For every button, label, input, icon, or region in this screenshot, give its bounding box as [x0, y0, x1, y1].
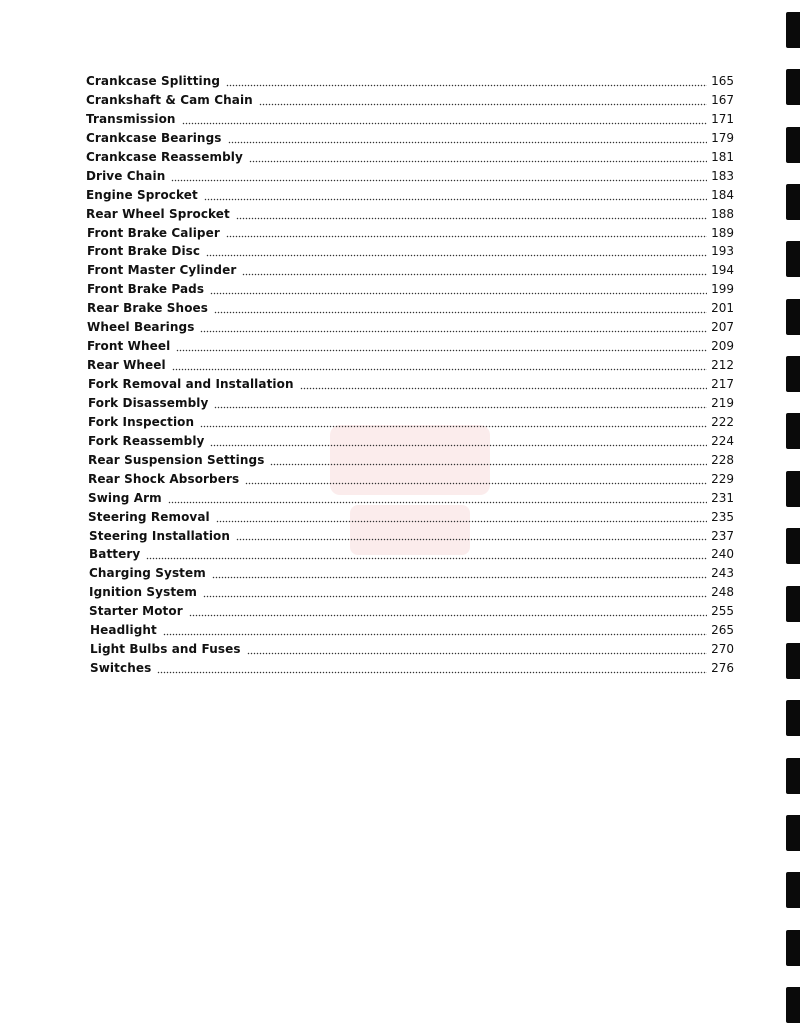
toc-entry-title: Headlight — [90, 623, 157, 638]
toc-entry — [86, 110, 734, 129]
toc-entry-title: Engine Sprocket — [86, 187, 198, 202]
toc-entry-page-number: 255 — [711, 604, 734, 619]
toc-entry-page-number: 188 — [711, 206, 734, 221]
toc-entry-title: Front Brake Pads — [87, 282, 205, 297]
toc-entry-title: Wheel Bearings — [87, 320, 195, 335]
toc-entry-page-number: 184 — [711, 187, 734, 202]
edge-tab-mark — [786, 299, 800, 335]
toc-entry-title: Rear Wheel Sprocket — [86, 206, 230, 221]
edge-tab-mark — [786, 586, 800, 622]
toc-entry — [86, 545, 734, 564]
toc-entry — [86, 583, 734, 602]
edge-tab-mark — [786, 69, 800, 105]
toc-entry — [86, 621, 734, 640]
toc-entry-page-number: 222 — [711, 414, 734, 429]
toc-entry-title: Fork Removal and Installation — [88, 377, 294, 391]
toc-entry-title: Swing Arm — [88, 490, 162, 505]
edge-tab-mark — [786, 700, 800, 736]
toc-entry-title: Transmission — [86, 111, 176, 126]
toc-entry — [86, 242, 734, 261]
toc-entry-page-number: 167 — [711, 92, 734, 107]
toc-entry — [86, 318, 734, 337]
toc-dot-leader — [204, 191, 707, 201]
toc-entry-title: Fork Inspection — [88, 414, 195, 429]
toc-entry-page-number: 209 — [711, 339, 734, 354]
edge-tab-mark — [786, 127, 800, 163]
table-of-contents — [86, 72, 734, 678]
toc-entry — [86, 508, 734, 527]
toc-dot-leader — [228, 134, 708, 144]
toc-entry-page-number: 224 — [711, 433, 734, 448]
toc-entry — [86, 299, 734, 318]
toc-dot-leader — [206, 247, 707, 257]
toc-entry-page-number: 219 — [711, 395, 734, 410]
toc-entry — [86, 602, 734, 621]
toc-entry — [86, 432, 734, 451]
toc-entry — [86, 280, 734, 299]
edge-tab-mark — [786, 758, 800, 794]
toc-entry-title: Front Wheel — [87, 339, 171, 354]
toc-entry — [86, 375, 734, 394]
toc-entry-title: Fork Disassembly — [88, 395, 209, 410]
toc-dot-leader — [216, 513, 707, 523]
toc-entry-page-number: 183 — [711, 168, 734, 183]
edge-tab-mark — [786, 241, 800, 277]
toc-entry — [86, 413, 734, 432]
toc-entry-page-number: 201 — [711, 301, 734, 316]
toc-dot-leader — [200, 323, 707, 333]
toc-dot-leader — [200, 418, 707, 428]
edge-index-tabs — [780, 0, 800, 1035]
toc-entry-title: Front Master Cylinder — [87, 263, 237, 278]
toc-entry-title: Crankcase Bearings — [86, 130, 222, 145]
toc-dot-leader — [247, 645, 707, 655]
toc-dot-leader — [300, 380, 707, 390]
toc-dot-leader — [212, 569, 707, 579]
toc-dot-leader — [182, 115, 708, 125]
toc-dot-leader — [214, 304, 707, 314]
toc-dot-leader — [214, 399, 707, 409]
toc-dot-leader — [270, 456, 707, 466]
toc-entry — [86, 72, 734, 91]
toc-entry-page-number: 235 — [711, 509, 734, 524]
toc-entry-title: Steering Removal — [88, 509, 210, 524]
toc-dot-leader — [226, 228, 707, 238]
toc-dot-leader — [210, 285, 707, 295]
edge-tab-mark — [786, 471, 800, 507]
toc-entry — [86, 186, 734, 205]
toc-entry-page-number: 229 — [711, 471, 734, 486]
toc-entry-title: Front Brake Caliper — [87, 225, 220, 240]
toc-dot-leader — [249, 153, 707, 163]
toc-entry-page-number: 265 — [711, 623, 734, 638]
toc-entry — [86, 356, 734, 375]
toc-dot-leader — [242, 266, 707, 276]
toc-entry-title: Front Brake Disc — [87, 244, 201, 259]
toc-entry-page-number: 276 — [711, 661, 734, 676]
toc-entry-page-number: 165 — [711, 74, 734, 88]
toc-entry — [86, 91, 734, 110]
toc-entry-page-number: 194 — [711, 263, 734, 278]
edge-tab-mark — [786, 356, 800, 392]
toc-entry-title: Steering Installation — [89, 528, 231, 543]
toc-dot-leader — [245, 475, 707, 485]
toc-entry-page-number: 193 — [711, 244, 734, 259]
toc-entry — [86, 129, 734, 148]
toc-entry-title: Rear Wheel — [87, 358, 166, 373]
toc-entry-title: Charging System — [89, 566, 206, 581]
toc-entry-title: Rear Shock Absorbers — [88, 471, 240, 486]
toc-entry-page-number: 231 — [711, 490, 734, 505]
toc-dot-leader — [189, 607, 707, 617]
toc-entry — [86, 224, 734, 243]
toc-entry — [86, 394, 734, 413]
edge-tab-mark — [786, 184, 800, 220]
toc-entry-page-number: 181 — [711, 149, 734, 164]
toc-entry — [86, 261, 734, 280]
toc-entry-page-number: 199 — [711, 282, 734, 297]
toc-entry-title: Fork Reassembly — [88, 433, 205, 448]
edge-tab-mark — [786, 987, 800, 1023]
toc-entry — [86, 337, 734, 356]
toc-entry-title: Crankcase Splitting — [86, 74, 221, 88]
toc-entry-title: Drive Chain — [86, 168, 166, 183]
toc-entry-page-number: 207 — [711, 320, 734, 335]
toc-dot-leader — [168, 494, 707, 504]
edge-tab-mark — [786, 643, 800, 679]
toc-entry-title: Light Bulbs and Fuses — [90, 642, 241, 657]
toc-entry — [86, 148, 734, 167]
toc-entry — [86, 167, 734, 186]
toc-entry — [86, 489, 734, 508]
toc-dot-leader — [203, 588, 707, 598]
edge-tab-mark — [786, 413, 800, 449]
toc-entry-title: Ignition System — [89, 585, 198, 600]
toc-dot-leader — [236, 210, 707, 220]
edge-tab-mark — [786, 12, 800, 48]
toc-entry-title: Crankcase Reassembly — [86, 149, 243, 164]
toc-entry-title: Crankshaft & Cam Chain — [86, 92, 253, 107]
toc-entry-title: Rear Brake Shoes — [87, 301, 209, 316]
toc-dot-leader — [172, 361, 707, 371]
toc-dot-leader — [259, 96, 707, 106]
toc-entry-page-number: 189 — [711, 225, 734, 240]
toc-entry-page-number: 212 — [711, 358, 734, 373]
toc-entry-page-number: 171 — [711, 111, 734, 126]
toc-entry-page-number: 243 — [711, 566, 734, 581]
toc-dot-leader — [163, 626, 707, 636]
toc-entry-title: Rear Suspension Settings — [88, 452, 265, 467]
toc-entry-page-number: 248 — [711, 585, 734, 600]
toc-entry-title: Switches — [90, 661, 152, 676]
toc-entry — [86, 527, 734, 546]
edge-tab-mark — [786, 528, 800, 564]
toc-entry-page-number: 179 — [711, 130, 734, 145]
toc-entry — [86, 640, 734, 659]
toc-dot-leader — [226, 77, 707, 87]
toc-dot-leader — [157, 664, 707, 674]
toc-entry — [86, 659, 734, 678]
toc-entry-title: Battery — [89, 547, 141, 562]
edge-tab-mark — [786, 872, 800, 908]
toc-dot-leader — [171, 172, 707, 182]
toc-entry-page-number: 228 — [711, 452, 734, 467]
toc-dot-leader — [210, 437, 707, 447]
toc-entry — [86, 470, 734, 489]
toc-dot-leader — [236, 531, 707, 541]
toc-entry-title: Starter Motor — [89, 604, 183, 619]
toc-dot-leader — [146, 550, 707, 560]
toc-entry — [86, 564, 734, 583]
toc-entry-page-number: 237 — [711, 528, 734, 543]
toc-entry-page-number: 217 — [711, 377, 734, 391]
edge-tab-mark — [786, 815, 800, 851]
toc-entry-page-number: 240 — [711, 547, 734, 562]
toc-entry-page-number: 270 — [711, 642, 734, 657]
edge-tab-mark — [786, 930, 800, 966]
toc-entry — [86, 205, 734, 224]
toc-entry — [86, 451, 734, 470]
toc-dot-leader — [176, 342, 707, 352]
